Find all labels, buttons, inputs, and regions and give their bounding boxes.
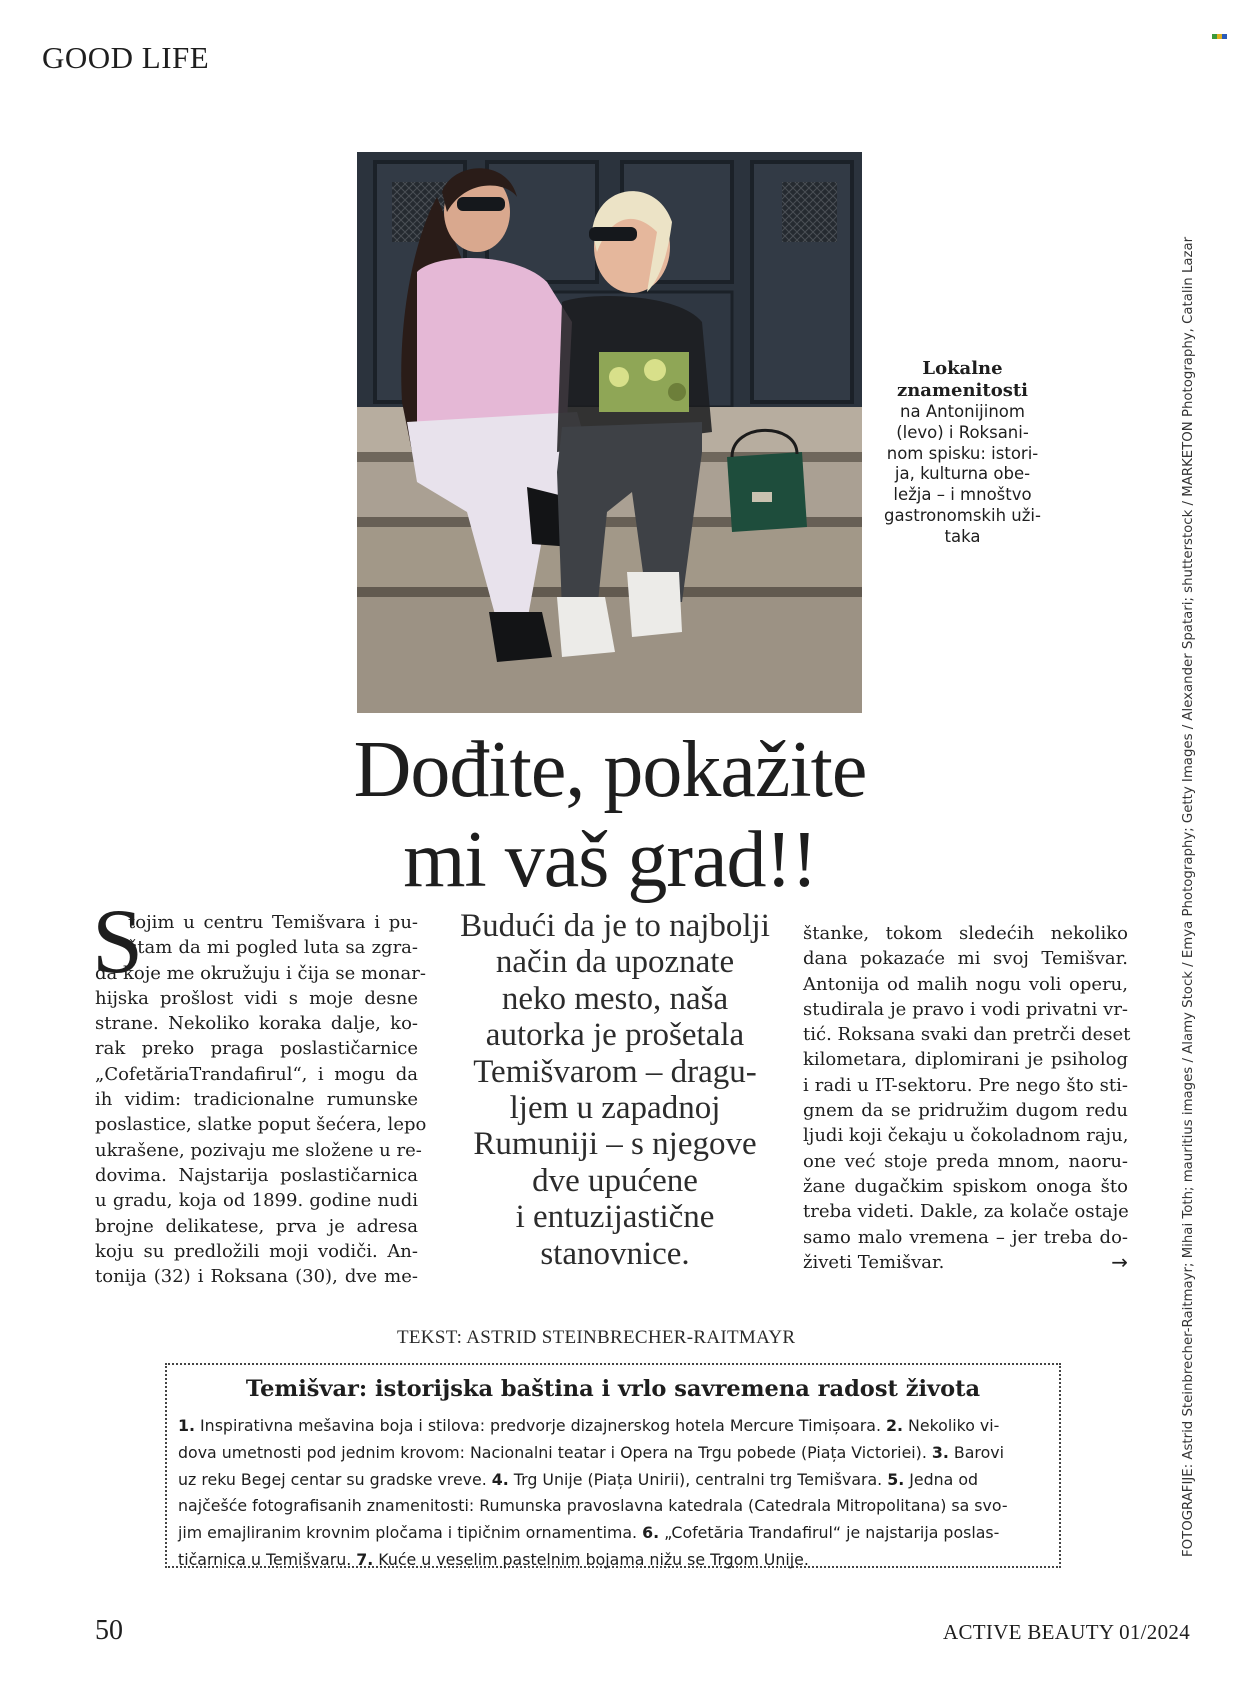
photo-caption bbox=[870, 358, 1055, 548]
body-line: ljudi koji čekaju u čokoladnom raju, bbox=[803, 1125, 1129, 1147]
body-line: tić. Roksana svaki dan pretrči deset bbox=[803, 1024, 1131, 1046]
body-line: samo malo vremena – jer treba do- bbox=[803, 1226, 1128, 1248]
intro-line: ljem u zapadnoj bbox=[509, 1090, 721, 1127]
body-line: rak preko praga poslastičarnice bbox=[95, 1038, 418, 1060]
body-line: ih vidim: tradicionalne rumunske bbox=[95, 1089, 418, 1111]
body-column-right bbox=[803, 921, 1131, 1275]
photo-credits: FOTOGRAFIJE: Astrid Steinbrecher-Raitmayr; Mihai Toth; mauritius images / Alamy Stock / Emya Photography; Getty Images / Alexander Spatari; shutterstock / MARKETON Photography, Catalin Lazar bbox=[1181, 236, 1196, 1557]
caption-line: (levo) i Roksani- bbox=[896, 422, 1029, 442]
intro-line: neko mesto, naša bbox=[501, 980, 729, 1017]
body-line: treba videti. Dakle, za kolače ostaje bbox=[803, 1201, 1129, 1223]
info-line: uz reku Begej centar su gradske vreve. 4. Trg Unije (Piața Unirii), centralni trg Temišvara. 5. Jedna od bbox=[178, 1469, 979, 1489]
body-line: da koje me okružuju i čija se monar- bbox=[95, 962, 426, 984]
photo-two-women-on-steps bbox=[357, 152, 862, 713]
caption-line: gastronomskih uži- bbox=[884, 505, 1041, 525]
body-line: brojne delikatese, prva je adresa bbox=[95, 1215, 418, 1237]
body-line: koju su predložili moji vodiči. An- bbox=[95, 1240, 418, 1262]
magazine-issue: ACTIVE BEAUTY 01/2024 bbox=[943, 1620, 1190, 1644]
intro-line: stanovnice. bbox=[540, 1235, 690, 1272]
body-column-left bbox=[92, 890, 427, 1289]
info-line: jim emajliranim krovnim pločama i tipičnim ornamentima. 6. „Cofetăria Trandafirul“ je najstarija poslas- bbox=[178, 1523, 1000, 1543]
body-line: dovima. Najstarija poslastičarnica bbox=[95, 1164, 418, 1186]
intro-line: Temišvarom – dragu- bbox=[473, 1053, 757, 1090]
body-line: hijska prošlost vidi s moje desne bbox=[95, 987, 418, 1009]
headline-line: mi vaš grad!! bbox=[403, 816, 817, 904]
info-box-title: Temišvar: istorijska baština i vrlo savremena radost života bbox=[245, 1376, 981, 1402]
caption-line: ja, kulturna obe- bbox=[894, 464, 1031, 484]
color-marks-icon bbox=[1212, 34, 1226, 40]
arrow-right-icon: → bbox=[1111, 1249, 1128, 1274]
headline bbox=[300, 725, 920, 905]
drop-cap: S bbox=[92, 890, 144, 992]
caption-line: nom spisku: istori- bbox=[886, 443, 1039, 463]
caption-title-line: Lokalne bbox=[922, 358, 1003, 379]
body-line: u gradu, koja od 1899. godine nudi bbox=[95, 1190, 418, 1212]
caption-title-line: znamenitosti bbox=[896, 380, 1028, 401]
intro-line: autorka je prošetala bbox=[485, 1017, 745, 1054]
byline: TEKST: ASTRID STEINBRECHER-RAITMAYR bbox=[397, 1327, 796, 1348]
body-line: štanke, tokom sledećih nekoliko bbox=[803, 923, 1128, 944]
intro-text bbox=[445, 908, 785, 1272]
body-line: one već stoje preda mnom, naoru- bbox=[803, 1150, 1128, 1172]
intro-line: dve upućene bbox=[532, 1162, 698, 1199]
intro-line: Rumuniji – s njegove bbox=[473, 1126, 757, 1163]
section-label: GOOD LIFE bbox=[42, 40, 210, 75]
body-line: dana pokazaće mi svoj Temišvar. bbox=[803, 948, 1128, 970]
body-line: i radi u IT-sektoru. Pre nego što sti- bbox=[803, 1074, 1128, 1096]
body-line: ukrašene, pozivaju me složene u re- bbox=[95, 1139, 422, 1161]
caption-line: ležja – i mnoštvo bbox=[893, 485, 1032, 505]
body-line: „CofetăriaTrandafirul“, i mogu da bbox=[95, 1063, 418, 1085]
body-line: tonija (32) i Roksana (30), dve me- bbox=[95, 1266, 418, 1288]
body-line: tojim u centru Temišvara i pu- bbox=[128, 912, 418, 933]
body-line: žane dugačkim spiskom onoga što bbox=[803, 1175, 1128, 1197]
body-line: gnem da se pridružim dugom redu bbox=[803, 1100, 1128, 1122]
body-line: poslastice, slatke poput šećera, lepo bbox=[95, 1114, 427, 1136]
intro-line: Budući da je to najbolji bbox=[460, 908, 770, 944]
info-line: tičarnica u Temišvaru. 7. Kuće u veselim pastelnim bojama nižu se Trgom Unije. bbox=[178, 1549, 809, 1569]
page-number: 50 bbox=[95, 1615, 123, 1646]
intro-line: i entuzijastične bbox=[515, 1199, 715, 1236]
intro-line: način da upoznate bbox=[495, 944, 735, 981]
body-line: Antonija od malih nogu voli operu, bbox=[803, 973, 1128, 995]
info-line: najčešće fotografisanih znamenitosti: Rumunska pravoslavna katedrala (Catedrala Mitropolitana) sa svo- bbox=[178, 1496, 1008, 1516]
caption-line: na Antonijinom bbox=[900, 402, 1025, 421]
body-line: živeti Temišvar. bbox=[803, 1251, 945, 1273]
info-box-body bbox=[178, 1413, 1046, 1574]
body-line: strane. Nekoliko koraka dalje, ko- bbox=[95, 1013, 418, 1035]
info-line: dova umetnosti pod jednim krovom: Nacionalni teatar i Opera na Trgu pobede (Piața Victoriei). 3. Barovi bbox=[178, 1442, 1004, 1462]
caption-line: taka bbox=[944, 526, 981, 546]
body-line: štam da mi pogled luta sa zgra- bbox=[128, 937, 418, 959]
body-line: kilometara, diplomirani je psiholog bbox=[803, 1049, 1128, 1071]
headline-line: Dođite, pokažite bbox=[353, 726, 867, 814]
body-line: studirala je pravo i vodi privatni vr- bbox=[803, 998, 1128, 1020]
info-line: 1. Inspirativna mešavina boja i stilova: predvorje dizajnerskog hotela Mercure Timișoara. 2. Nekoliko vi- bbox=[178, 1416, 1000, 1435]
info-box bbox=[165, 1363, 1061, 1568]
